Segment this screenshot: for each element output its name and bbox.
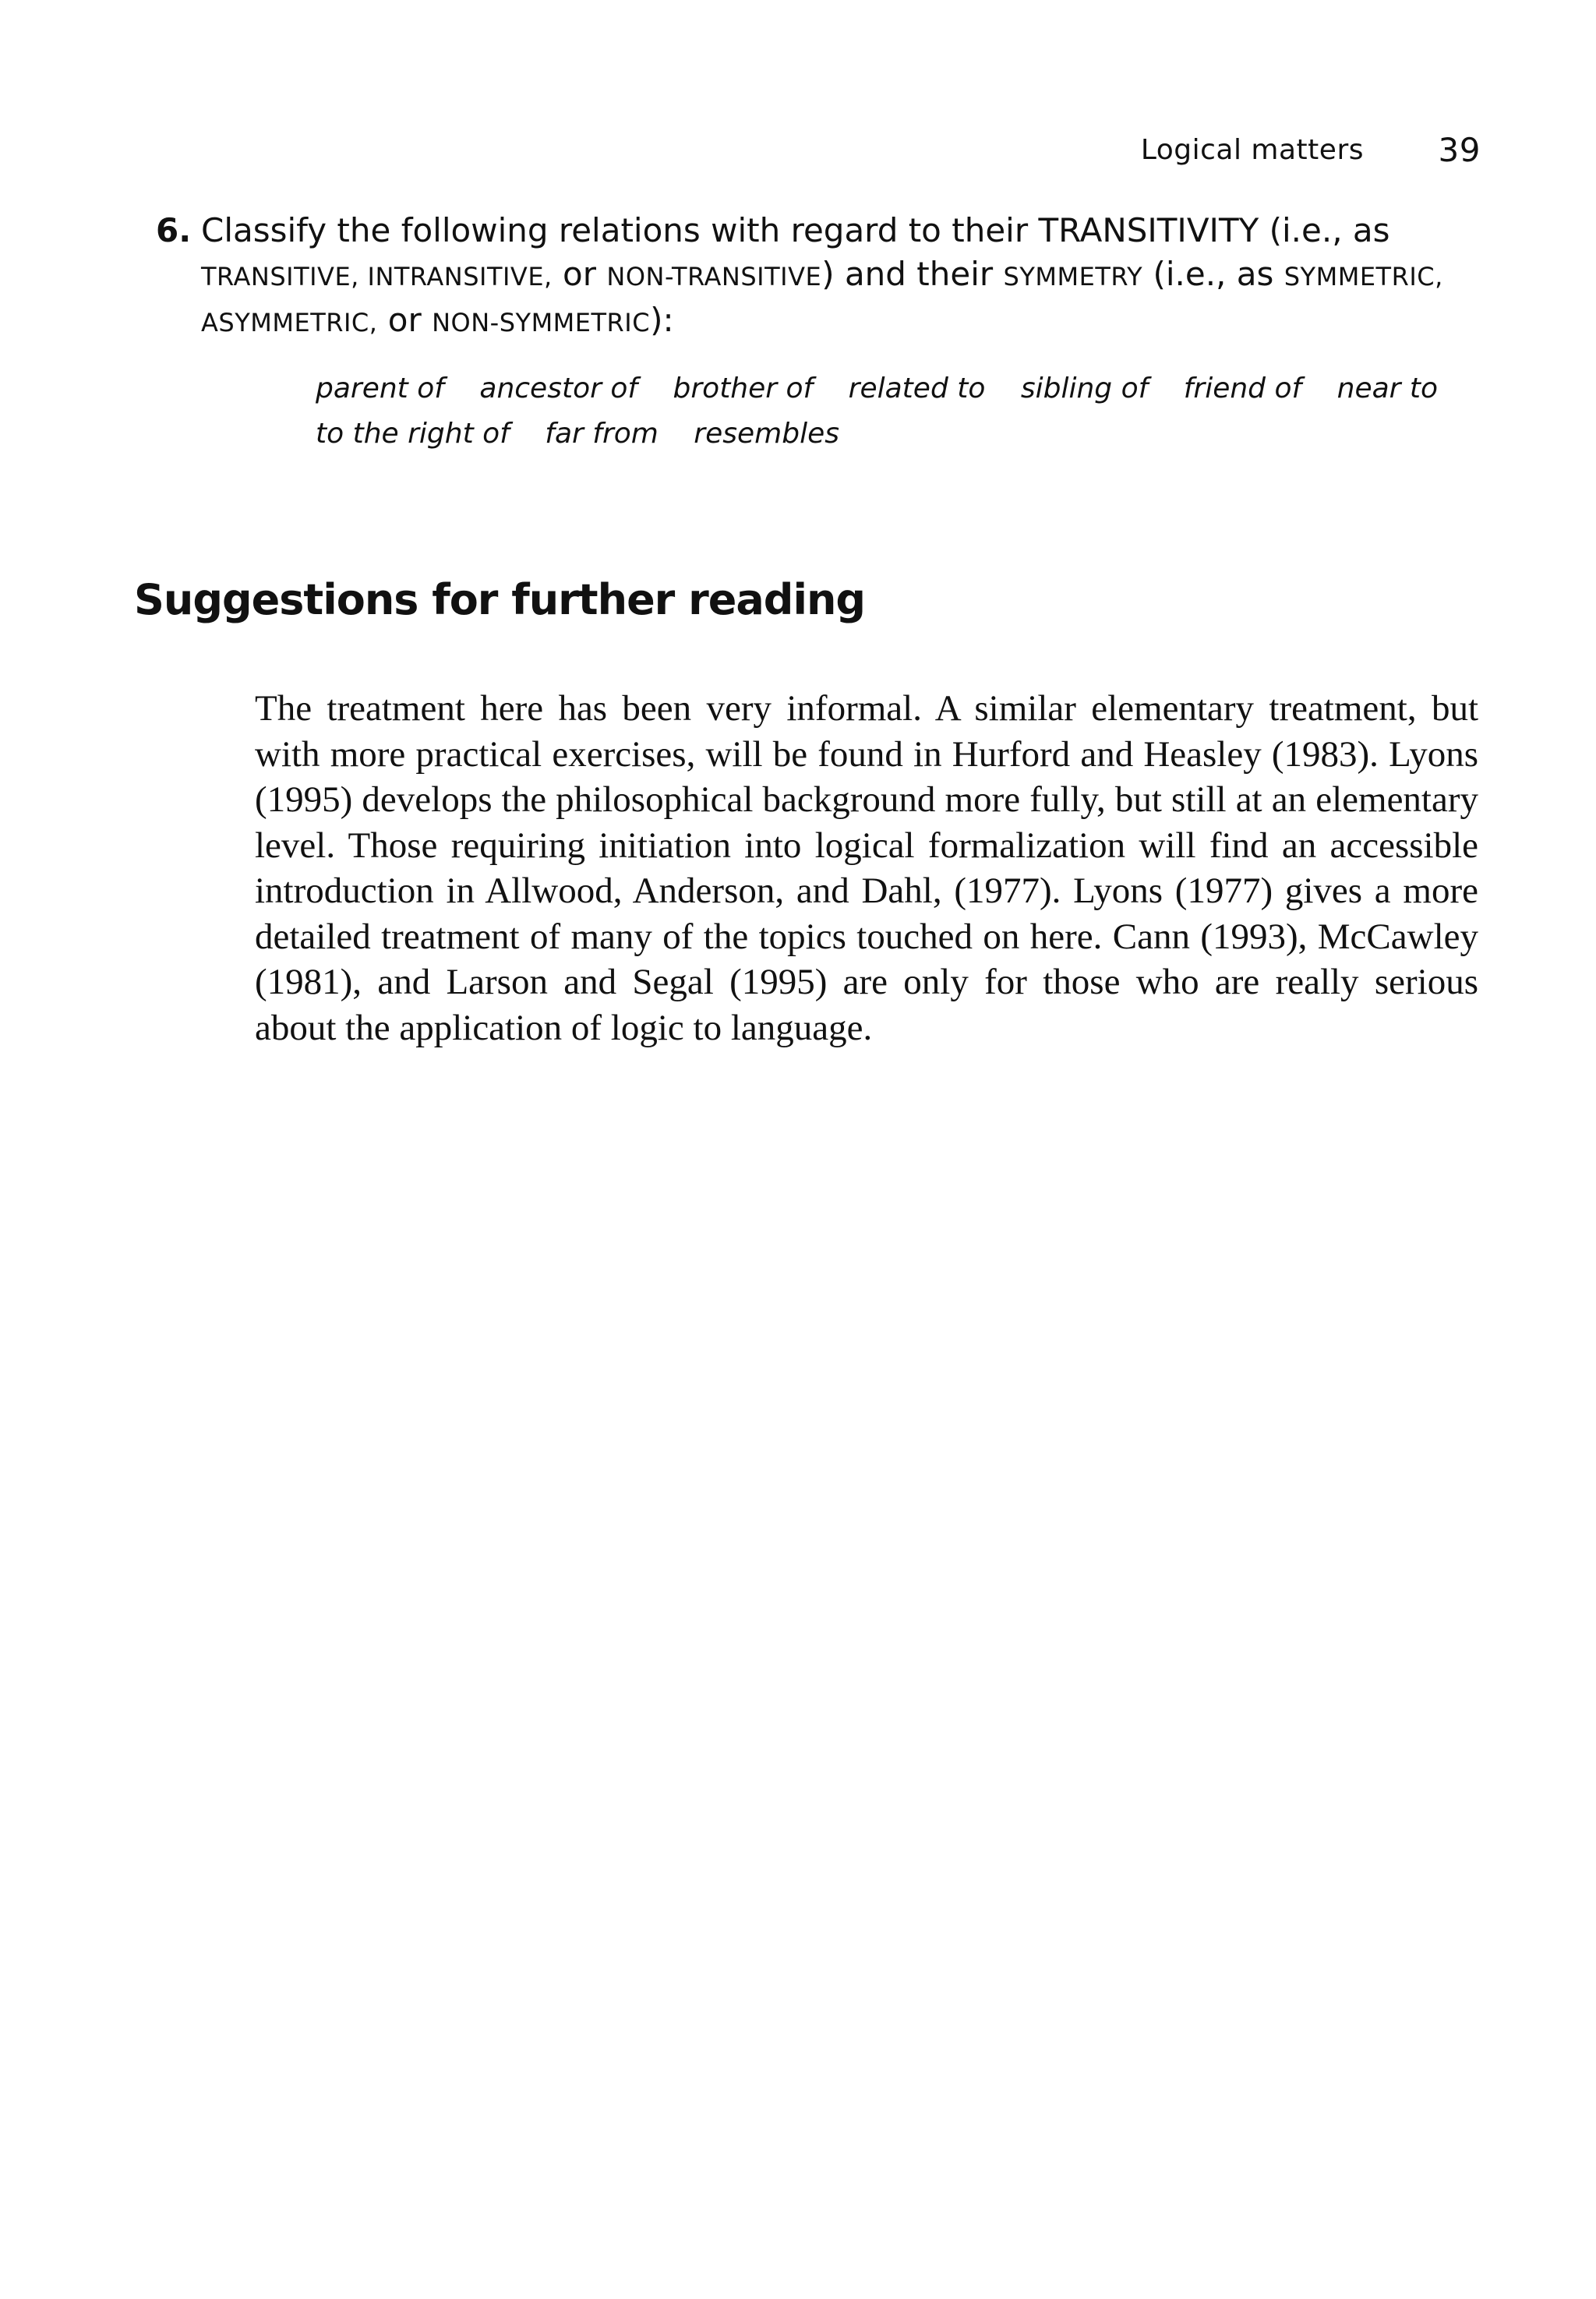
exercise-text-2: ) and their bbox=[821, 255, 1004, 293]
further-reading-paragraph: The treatment here has been very informal. A similar elementary treatment, but with more practical exercises, will be found in Hurford and Heasley (1983). Lyons (1995) develops the philosophical background more fully, but still at an elementary level. Those requiring initiation into logical formalization will find an accessible introduction in Allwood, Anderson, and Dahl, (1977). Lyons (1977) gives a more detailed treatment of many of the topics touched on here. Cann (1993), McCawley (1981), and Larson and Segal (1995) are only for those who are really serious about the application of logic to language. bbox=[255, 688, 1478, 1048]
exercise-text-4: ): bbox=[650, 301, 674, 339]
relation-item: friend of bbox=[1183, 373, 1302, 404]
page-number: 39 bbox=[1438, 131, 1481, 169]
term-symmetric: SYMMETRIC, ASYMMETRIC, bbox=[201, 262, 1443, 337]
relation-item: sibling of bbox=[1020, 373, 1149, 404]
exercise-or-2: or bbox=[377, 301, 433, 339]
exercise-text-1: Classify the following relations with regard to their TRANSITIVITY (i.e., as bbox=[201, 211, 1390, 249]
relation-item: parent of bbox=[316, 373, 444, 404]
term-non-transitive: NON-TRANSITIVE bbox=[606, 262, 822, 291]
relation-item: to the right of bbox=[316, 418, 510, 450]
relation-item: far from bbox=[545, 418, 659, 450]
term-non-symmetric: NON-SYMMETRIC bbox=[432, 308, 651, 337]
relation-item: related to bbox=[848, 373, 986, 404]
term-symmetry: SYMMETRY bbox=[1003, 262, 1143, 291]
exercise-text-3: (i.e., as bbox=[1142, 255, 1284, 293]
exercise-number: 6. bbox=[156, 211, 192, 249]
relations-list bbox=[316, 366, 1485, 457]
relation-item: resembles bbox=[694, 418, 839, 450]
term-transitive: TRANSITIVE, INTRANSITIVE, bbox=[201, 262, 553, 291]
relation-item: brother of bbox=[673, 373, 814, 404]
running-head bbox=[1013, 131, 1481, 178]
section-title: Logical matters bbox=[1140, 134, 1364, 166]
relation-item: near to bbox=[1336, 373, 1439, 404]
exercise-or-1: or bbox=[552, 255, 607, 293]
exercise-6 bbox=[156, 209, 1479, 344]
relation-item: ancestor of bbox=[479, 373, 638, 404]
further-reading-heading: Suggestions for further reading bbox=[134, 575, 866, 624]
